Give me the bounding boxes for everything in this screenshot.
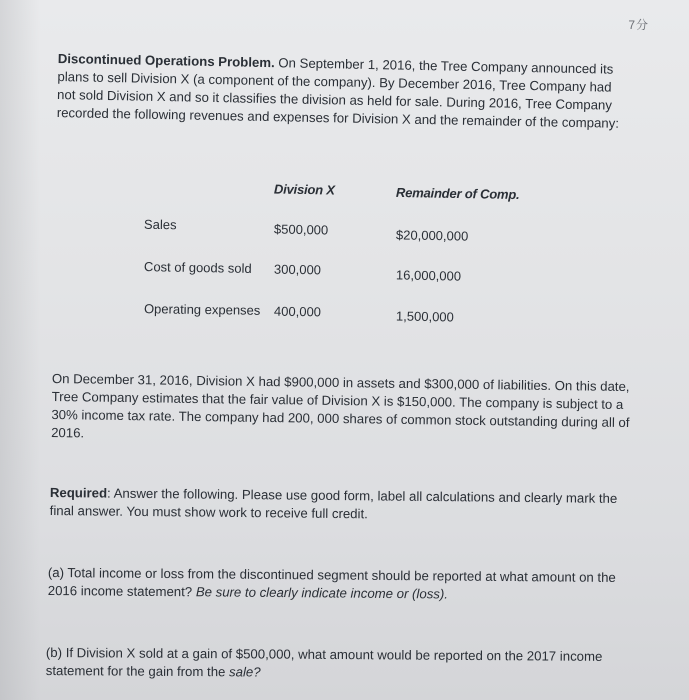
cell-opex-remainder: 1,500,000: [395, 308, 454, 325]
page-number: 7分: [628, 18, 649, 32]
cell-sales-division: $500,000: [273, 221, 329, 238]
cell-cogs-remainder: 16,000,000: [395, 267, 462, 284]
revenue-expense-table: [0, 0, 689, 340]
cell-cogs-division: 300,000: [273, 261, 322, 278]
question-a-text: (a) Total income or loss from the discontinued segment should be reported at what amount on the 2016 income statement?: [47, 564, 616, 600]
division-facts-paragraph: On December 31, 2016, Division X had $900,000 in assets and $300,000 of liabilities. On this date, Tree Company estimates that the fair value of Division X is $150,000. The company is subject to a 30% income tax rate. The company had 200, 000 shares of common stock outstanding during all of 2016.: [51, 370, 630, 441]
question-b-emphasis: sale?: [229, 664, 261, 680]
question-b: [46, 644, 636, 684]
row-label-opex: Operating expenses: [143, 301, 261, 318]
required-instructions: [50, 484, 625, 526]
header-division-x: Division X: [273, 181, 335, 198]
question-a: [48, 564, 638, 605]
question-a-emphasis: Be sure to clearly indicate income or (loss).: [195, 584, 449, 602]
problem-intro-text: On September 1, 2016, the Tree Company announced its plans to sell Division X (a component of the company). By December 2016, Tree Company had not sold Division X and so it classifies the division as held for sale. During 2016, Tree Company recorded the following revenues and expenses for Division X and the remainder of the company:: [56, 55, 620, 131]
row-label-sales: Sales: [143, 216, 177, 233]
cell-opex-division: 400,000: [273, 303, 322, 320]
problem-title: Discontinued Operations Problem.: [57, 50, 275, 71]
required-label: Required: [49, 484, 108, 501]
required-text: : Answer the following. Please use good form, label all calculations and clearly mark the final answer. You must show work to receive full credit.: [49, 485, 618, 522]
question-b-text: (b) If Division X sold at a gain of $500,000, what amount would be reported on the 2017 income statement for the gain from the: [45, 645, 603, 680]
cell-sales-remainder: $20,000,000: [395, 227, 469, 244]
row-label-cogs: Cost of goods sold: [143, 259, 252, 276]
header-remainder: Remainder of Comp.: [395, 184, 520, 203]
